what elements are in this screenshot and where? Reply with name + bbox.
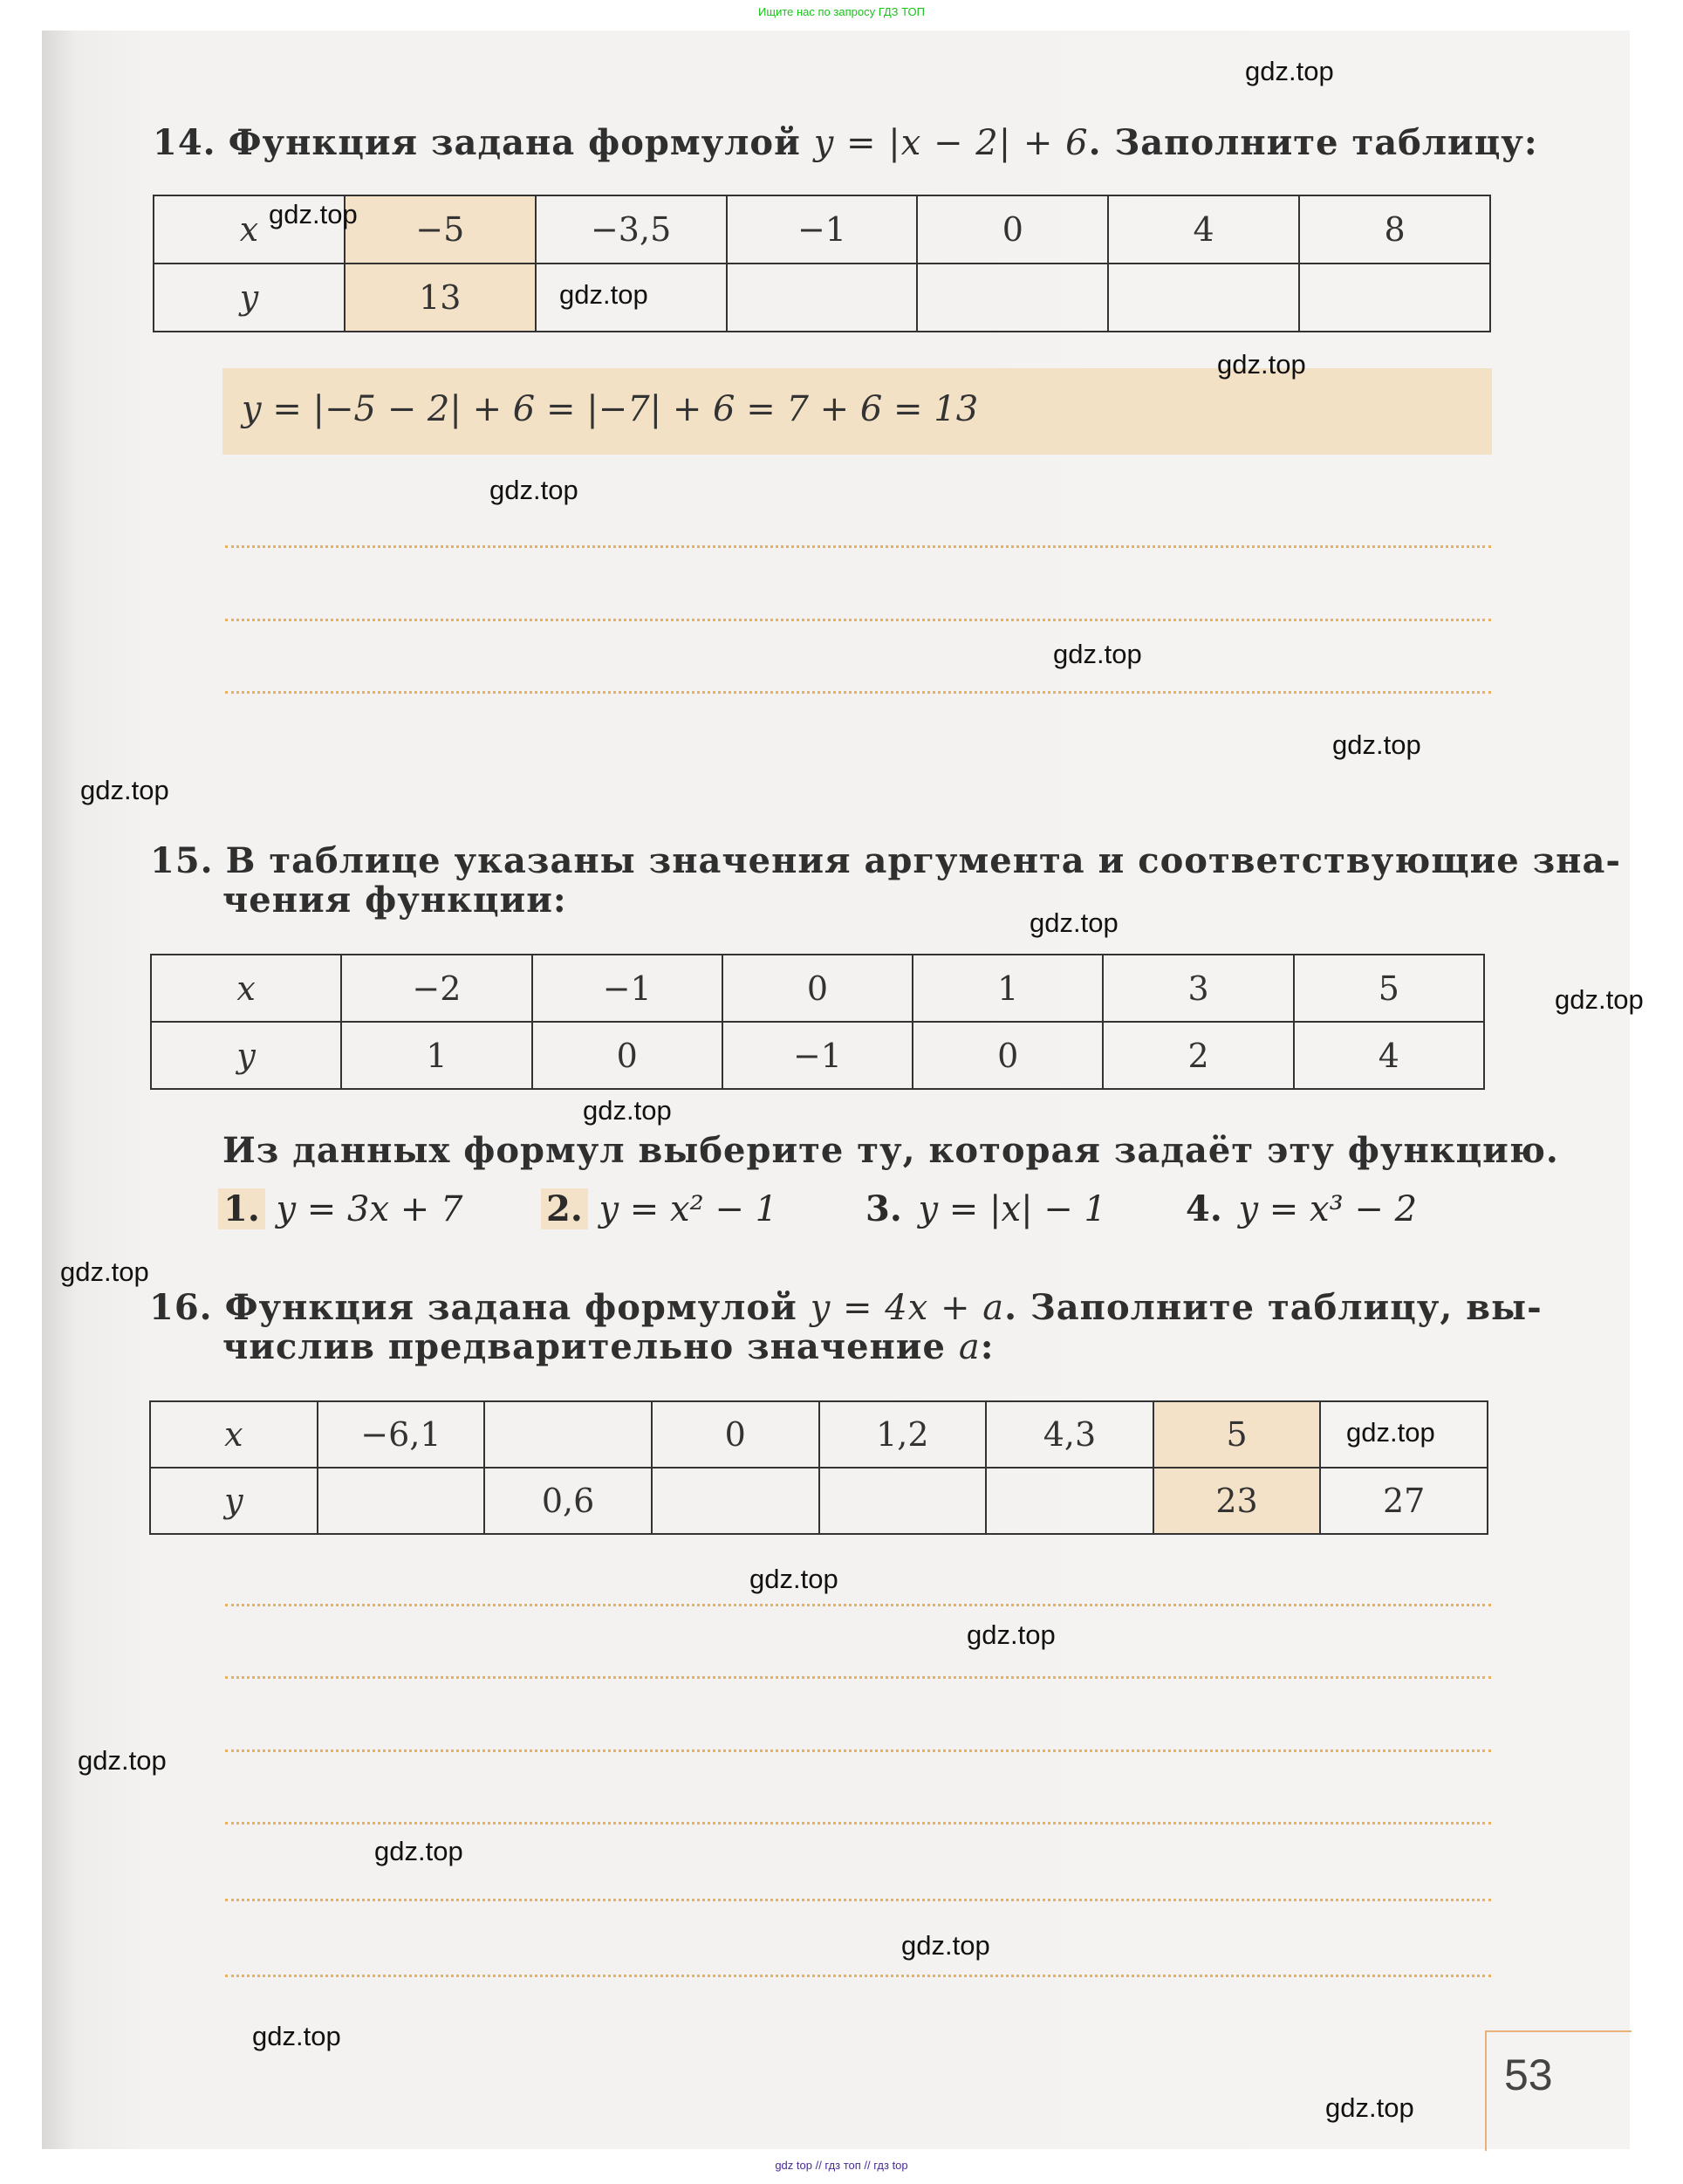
watermark: gdz.top xyxy=(901,1930,990,1961)
task-formula: y = 4x + a xyxy=(810,1288,1005,1328)
task-number: 15. xyxy=(150,840,214,881)
table-cell-empty[interactable] xyxy=(819,1468,987,1534)
table-cell: −6,1 xyxy=(318,1401,485,1468)
table-cell-empty[interactable] xyxy=(727,264,918,332)
table-cell: 0 xyxy=(917,195,1108,264)
task-15-heading-line2: чения функции: xyxy=(222,880,567,921)
watermark: gdz.top xyxy=(269,199,358,229)
table-cell: 0 xyxy=(532,1022,722,1089)
task-number: 16. xyxy=(149,1287,213,1328)
table-cell: 2 xyxy=(1103,1022,1293,1089)
table-cell-empty[interactable] xyxy=(484,1401,652,1468)
option-number: 4. xyxy=(1186,1188,1222,1229)
row-label-y: y xyxy=(151,1022,341,1089)
task-16-table xyxy=(149,1400,1488,1535)
task-text-end: . Заполните таблицу, вы- xyxy=(1004,1287,1543,1328)
table-cell: 23 xyxy=(1153,1468,1321,1534)
table-cell-empty[interactable] xyxy=(318,1468,485,1534)
table-cell-empty[interactable] xyxy=(917,264,1108,332)
task-text: В таблице указаны значения аргумента и соответствующие зна- xyxy=(225,840,1621,881)
watermark: gdz.top xyxy=(78,1745,167,1776)
table-cell: 3 xyxy=(1103,955,1293,1022)
watermark: gdz.top xyxy=(1053,639,1142,669)
row-label-y: y xyxy=(150,1468,318,1534)
table-row-x xyxy=(151,955,1484,1022)
table-cell: 8 xyxy=(1299,195,1490,264)
task-15-question: Из данных формул выберите ту, которая задаёт эту функцию. xyxy=(222,1130,1559,1171)
table-row-y xyxy=(154,264,1490,332)
option-formula: y = 3x + 7 xyxy=(276,1189,463,1229)
watermark: gdz.top xyxy=(559,279,648,310)
option-number: 2. xyxy=(541,1188,588,1229)
task-number: 14. xyxy=(153,122,216,163)
table-cell-empty[interactable] xyxy=(1299,264,1490,332)
answer-line[interactable] xyxy=(225,619,1491,621)
watermark: gdz.top xyxy=(1332,729,1421,760)
table-cell: 0 xyxy=(913,1022,1103,1089)
watermark: gdz.top xyxy=(489,475,578,505)
option-number: 1. xyxy=(218,1188,265,1229)
table-cell-empty[interactable] xyxy=(986,1468,1153,1534)
watermark: gdz.top xyxy=(1245,56,1334,86)
table-cell: 0,6 xyxy=(484,1468,652,1534)
option-1[interactable] xyxy=(218,1188,462,1229)
table-cell: 1 xyxy=(341,1022,531,1089)
page-number: 53 xyxy=(1504,2050,1553,2099)
row-label-y: y xyxy=(154,264,345,332)
table-cell: 0 xyxy=(722,955,913,1022)
variable-a: a xyxy=(958,1327,981,1367)
table-cell: 4 xyxy=(1108,195,1299,264)
task-16-heading xyxy=(149,1287,1543,1328)
watermark: gdz.top xyxy=(1325,2092,1414,2123)
punctuation: : xyxy=(980,1326,995,1367)
table-row-x xyxy=(150,1401,1488,1468)
task-15-heading xyxy=(150,840,1621,881)
answer-line[interactable] xyxy=(225,691,1491,694)
table-cell: −1 xyxy=(722,1022,913,1089)
table-row-y xyxy=(151,1022,1484,1089)
row-label-x: x xyxy=(154,195,345,264)
watermark: gdz.top xyxy=(749,1564,838,1594)
answer-line[interactable] xyxy=(225,545,1491,548)
task-14-heading xyxy=(153,122,1538,163)
answer-line[interactable] xyxy=(225,1975,1491,1977)
footer-text: gdz top // гдз топ // гдз top xyxy=(775,2159,908,2172)
page-number-box xyxy=(1485,2030,1632,2151)
option-formula: y = x² − 1 xyxy=(599,1189,778,1229)
watermark: gdz.top xyxy=(60,1256,149,1287)
row-label-x: x xyxy=(151,955,341,1022)
table-cell: 27 xyxy=(1320,1468,1488,1534)
task-text-end: . Заполните таблицу: xyxy=(1088,122,1538,163)
table-cell: 1,2 xyxy=(819,1401,987,1468)
top-banner-text: Ищите нас по запросу ГДЗ ТОП xyxy=(758,5,925,18)
answer-line[interactable] xyxy=(225,1604,1491,1606)
watermark: gdz.top xyxy=(252,2021,341,2051)
table-cell-empty[interactable] xyxy=(1108,264,1299,332)
row-label-x: x xyxy=(150,1401,318,1468)
table-cell: 0 xyxy=(652,1401,819,1468)
watermark: gdz.top xyxy=(967,1619,1056,1650)
option-number: 3. xyxy=(865,1188,902,1229)
answer-line[interactable] xyxy=(225,1749,1491,1752)
task-formula: y = |x − 2| + 6 xyxy=(813,123,1089,163)
task-text: Функция задана формулой xyxy=(228,122,801,163)
task-text: числив предварительно значение xyxy=(222,1326,946,1367)
option-2[interactable] xyxy=(541,1188,777,1229)
watermark: gdz.top xyxy=(374,1836,463,1866)
watermark: gdz.top xyxy=(1346,1417,1435,1448)
table-cell: −1 xyxy=(727,195,918,264)
answer-line[interactable] xyxy=(225,1822,1491,1825)
task-16-heading-line2 xyxy=(222,1326,994,1367)
answer-line[interactable] xyxy=(225,1899,1491,1901)
watermark: gdz.top xyxy=(80,775,169,805)
table-cell: 4 xyxy=(1294,1022,1484,1089)
watermark: gdz.top xyxy=(1217,349,1306,380)
task-15-table xyxy=(150,954,1485,1090)
task-text: Функция задана формулой xyxy=(224,1287,797,1328)
watermark: gdz.top xyxy=(1555,984,1644,1015)
table-cell: 5 xyxy=(1294,955,1484,1022)
table-row-y xyxy=(150,1468,1488,1534)
option-formula: y = x³ − 2 xyxy=(1238,1189,1418,1229)
table-cell: 5 xyxy=(1153,1401,1321,1468)
textbook-page xyxy=(42,31,1630,2149)
watermark: gdz.top xyxy=(1030,907,1119,938)
hint-box xyxy=(222,368,1492,455)
table-cell: 4,3 xyxy=(986,1401,1153,1468)
table-cell: −3,5 xyxy=(536,195,727,264)
table-cell: −2 xyxy=(341,955,531,1022)
table-cell: −5 xyxy=(345,195,536,264)
hint-formula: y = |−5 − 2| + 6 = |−7| + 6 = 7 + 6 = 13 xyxy=(242,389,979,429)
option-3[interactable] xyxy=(860,1188,1106,1229)
option-formula: y = |x| − 1 xyxy=(918,1189,1106,1229)
table-cell: −1 xyxy=(532,955,722,1022)
table-cell: 1 xyxy=(913,955,1103,1022)
table-cell: 13 xyxy=(345,264,536,332)
option-4[interactable] xyxy=(1180,1188,1417,1229)
answer-line[interactable] xyxy=(225,1676,1491,1679)
watermark: gdz.top xyxy=(583,1095,672,1126)
table-cell-empty[interactable] xyxy=(652,1468,819,1534)
